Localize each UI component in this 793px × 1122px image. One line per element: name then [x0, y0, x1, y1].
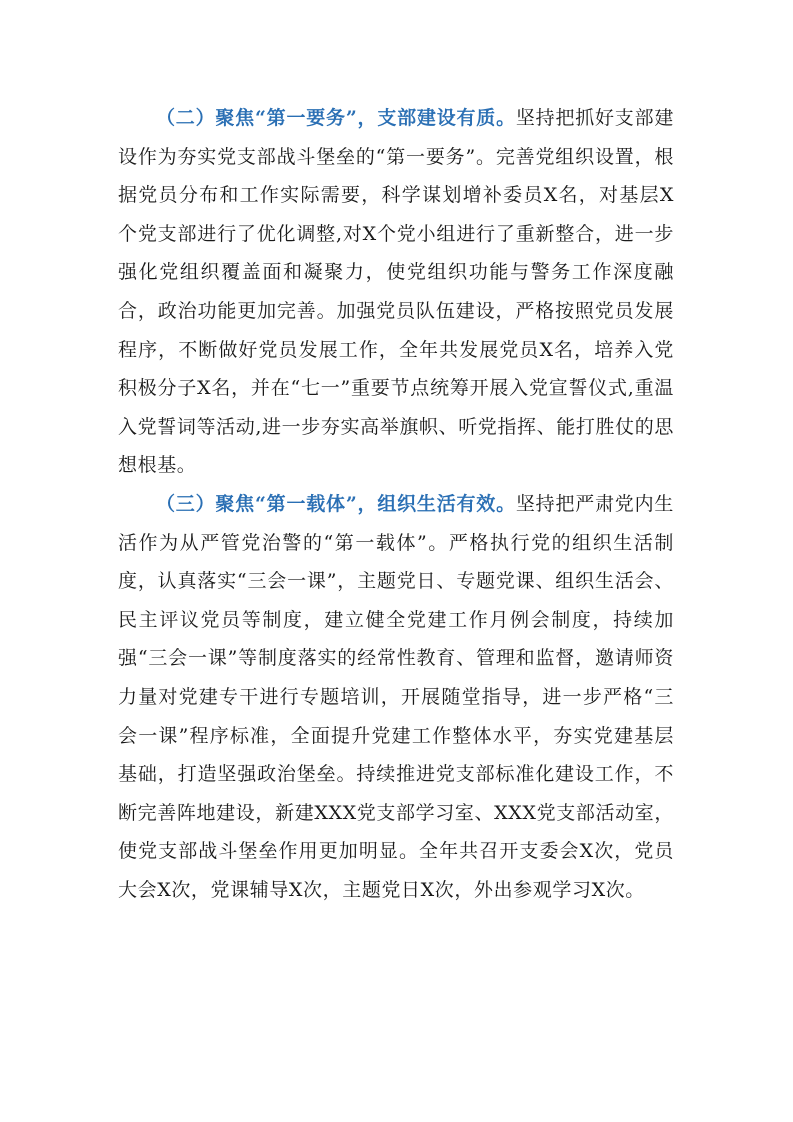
section-body-2: 坚持把抓好支部建设作为夯实党支部战斗堡垒的“第一要务”。完善党组织设置，根据党员分布和工作实际需要，科学谋划增补委员X名，对基层X个党支部进行了优化调整,对X个党小组进行了重新整合，进一步强化党组织覆盖面和凝聚力，使党组织功能与警务工作深度融合，政治功能更加完善。加强党员队伍建设，严格按照党员发展程序，不断做好党员发展工作，全年共发展党员X名，培养入党积极分子X名，并在“七一”重要节点统筹开展入党宣誓仪式,重温入党誓词等活动,进一步夯实高举旗帜、听党指挥、能打胜仗的思想根基。	[118, 107, 674, 477]
section-heading-3: （三）聚焦“第一载体”，组织生活有效。	[156, 492, 516, 515]
section-paragraph-2	[118, 99, 674, 485]
section-body-3: 坚持把严肃党内生活作为从严管党治警的“第一载体”。严格执行党的组织生活制度，认真落实“三会一课”，主题党日、专题党课、组织生活会、民主评议党员等制度，建立健全党建工作月例会制度，持续加强“三会一课”等制度落实的经常性教育、管理和监督，邀请师资力量对党建专干进行专题培训，开展随堂指导，进一步严格“三会一课”程序标准，全面提升党建工作整体水平，夯实党建基层基础，打造坚强政治堡垒。持续推进党支部标准化建设工作，不断完善阵地建设，新建XXX党支部学习室、XXX党支部活动室，使党支部战斗堡垒作用更加明显。全年共召开支委会X次，党员大会X次，党课辅导X次，主题党日X次，外出参观学习X次。	[118, 492, 674, 901]
section-heading-2: （二）聚焦“第一要务”，支部建设有质。	[156, 107, 516, 129]
section-paragraph-3	[118, 485, 674, 910]
document-body	[118, 99, 674, 909]
